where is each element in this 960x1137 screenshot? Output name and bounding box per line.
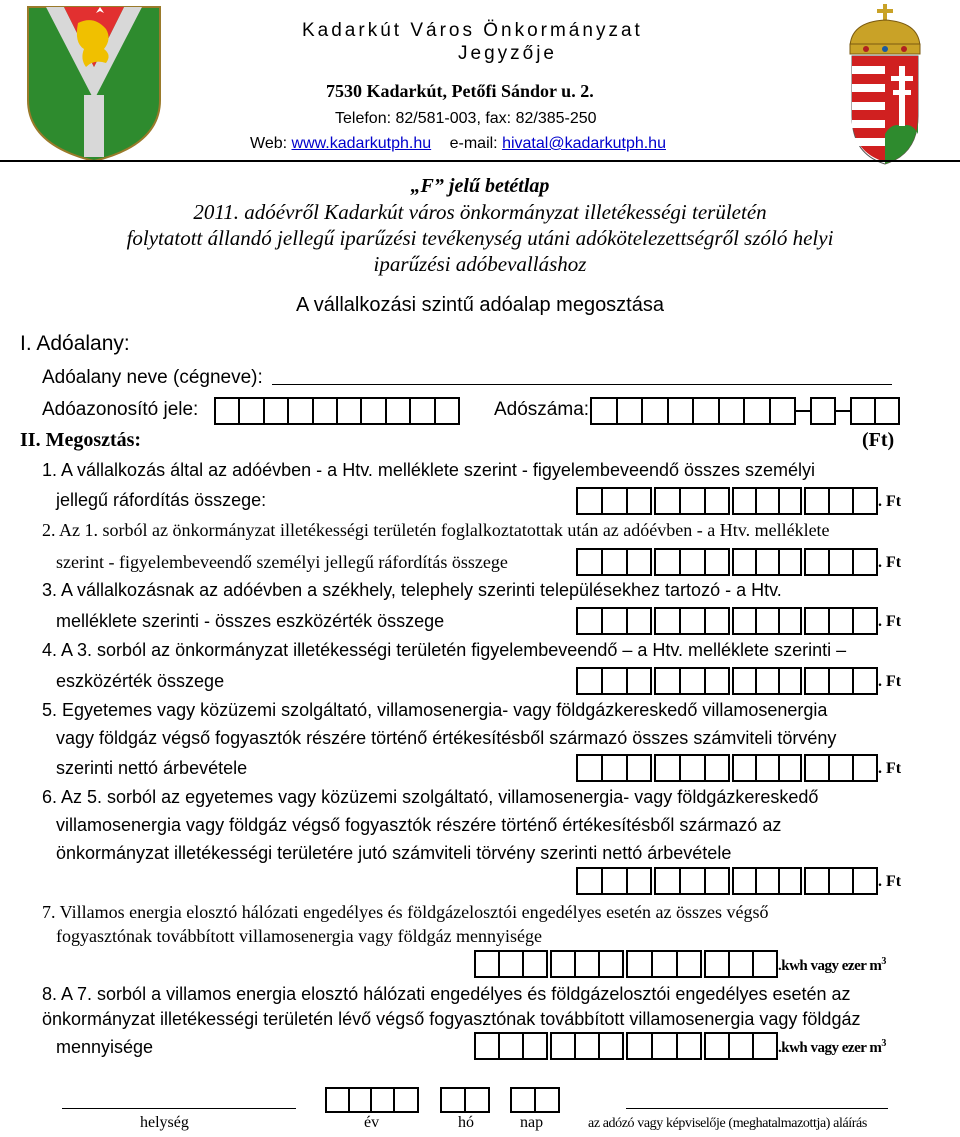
address: 7530 Kadarkút, Petőfi Sándor u. 2. xyxy=(326,81,594,101)
signature-label: az adózó vagy képviselője (meghatalmazottja) aláírás xyxy=(588,1116,867,1131)
item-6-text: önkormányzat illetékességi területére jutó számviteli törvény szerinti nettó árbevétele xyxy=(56,843,732,863)
taxpayer-heading: I. Adóalany: xyxy=(20,332,130,355)
item-2-amount-group[interactable] xyxy=(804,548,878,576)
item-6-amount-group[interactable] xyxy=(732,867,802,895)
email-link[interactable]: hivatal@kadarkutph.hu xyxy=(502,135,666,152)
item-8-text: 8. A 7. sorból a villamos energia elosztó hálózati engedélyes és földgázelosztói engedélyes esetén az xyxy=(42,984,851,1004)
office-subtitle: Jegyzője xyxy=(458,43,557,64)
tax-number-vat-field[interactable] xyxy=(810,397,836,425)
item-3-text: melléklete szerinti - összes eszközérték összege xyxy=(56,611,445,631)
section-title: A vállalkozási szintű adóalap megosztása xyxy=(296,294,664,316)
item-5-text: vagy földgáz végső fogyasztók részére történő értékesítésből származó összes számviteli törvény xyxy=(56,728,837,748)
item-1-amount-group[interactable] xyxy=(804,487,878,515)
email-label: e-mail: xyxy=(449,135,498,152)
split-heading: II. Megosztás: xyxy=(20,429,142,451)
phone-fax: Telefon: 82/581-003, fax: 82/385-250 xyxy=(335,110,597,127)
item-5-unit: . Ft xyxy=(878,760,902,777)
item-1-amount-group[interactable] xyxy=(576,487,652,515)
item-3-amount-group[interactable] xyxy=(732,607,802,635)
item-1-amount-group[interactable] xyxy=(732,487,802,515)
item-7-amount-group[interactable] xyxy=(474,950,548,978)
item-4-text: eszközérték összege xyxy=(56,671,225,691)
month-field[interactable] xyxy=(440,1087,490,1113)
tax-number-separator xyxy=(836,410,850,412)
item-2-amount-group[interactable] xyxy=(576,548,652,576)
tax-id-field[interactable] xyxy=(214,397,460,425)
item-3-text: 3. A vállalkozásnak az adóévben a székhely, telephely szerinti településekhez tartozó - a Htv. xyxy=(42,580,782,600)
item-6-amount-group[interactable] xyxy=(576,867,652,895)
item-8-amount-group[interactable] xyxy=(704,1032,778,1060)
item-2-text: szerint - figyelembeveendő személyi jellegű ráfordítás összege xyxy=(56,552,508,572)
item-2-amount-group[interactable] xyxy=(732,548,802,576)
place-field[interactable] xyxy=(62,1108,296,1109)
unit-label: (Ft) xyxy=(862,429,895,451)
item-8-amount-group[interactable] xyxy=(626,1032,702,1060)
item-7-unit: .kwh vagy ezer $m^3$ xyxy=(778,956,886,974)
item-6-amount-group[interactable] xyxy=(654,867,730,895)
form-subtitle-line1: 2011. adóévről Kadarkút város önkormányzat illetékességi területén xyxy=(193,200,767,224)
item-1-text: 1. A vállalkozás által az adóévben - a Htv. melléklete szerint - figyelembeveendő összes személyi xyxy=(42,460,816,480)
item-3-amount-group[interactable] xyxy=(654,607,730,635)
item-7-amount-group[interactable] xyxy=(626,950,702,978)
day-label: nap xyxy=(520,1114,544,1131)
tax-number-separator xyxy=(796,410,810,412)
item-1-amount-group[interactable] xyxy=(654,487,730,515)
item-7-text: 7. Villamos energia elosztó hálózati engedélyes és földgázelosztói engedélyes esetén az összes végső xyxy=(42,902,769,922)
web-link[interactable]: www.kadarkutph.hu xyxy=(291,135,432,152)
hungarian-coat-of-arms xyxy=(846,4,924,166)
item-5-amount-group[interactable] xyxy=(654,754,730,782)
header-divider xyxy=(0,160,960,162)
item-5-amount-group[interactable] xyxy=(732,754,802,782)
year-label: év xyxy=(364,1114,380,1131)
item-6-amount-group[interactable] xyxy=(804,867,878,895)
web-email-line xyxy=(250,135,666,153)
web-label: Web: xyxy=(250,135,288,152)
item-4-text: 4. A 3. sorból az önkormányzat illetékességi területén figyelembeveendő – a Htv. melléklete szerinti – xyxy=(42,640,847,660)
office-title: Kadarkút Város Önkormányzat xyxy=(302,20,643,41)
tax-id-label: Adóazonosító jele: xyxy=(42,399,199,420)
place-label: helység xyxy=(140,1114,189,1131)
form-subtitle-line2: folytatott állandó jellegű iparűzési tevékenység utáni adókötelezettségről szóló helyi xyxy=(126,226,834,250)
item-4-amount-group[interactable] xyxy=(654,667,730,695)
item-5-text: szerinti nettó árbevétele xyxy=(56,758,248,778)
taxpayer-name-field[interactable] xyxy=(272,384,892,385)
day-field[interactable] xyxy=(510,1087,560,1113)
tax-number-county-field[interactable] xyxy=(850,397,900,425)
month-label: hó xyxy=(458,1114,474,1131)
item-7-amount-group[interactable] xyxy=(550,950,624,978)
item-2-unit: . Ft xyxy=(878,554,902,571)
item-6-unit: . Ft xyxy=(878,873,902,890)
item-8-text: mennyisége xyxy=(56,1037,154,1057)
item-4-amount-group[interactable] xyxy=(732,667,802,695)
item-1-unit: . Ft xyxy=(878,493,902,510)
item-8-amount-group[interactable] xyxy=(474,1032,548,1060)
item-5-amount-group[interactable] xyxy=(576,754,652,782)
item-7-text: fogyasztónak továbbított villamosenergia vagy földgáz mennyisége xyxy=(56,926,543,946)
item-3-amount-group[interactable] xyxy=(576,607,652,635)
item-2-text: 2. Az 1. sorból az önkormányzat illetékességi területén foglalkoztatottak után az adóévben - a Htv. melléklete xyxy=(42,520,830,540)
signature-field[interactable] xyxy=(626,1108,888,1109)
form-subtitle-line3: iparűzési adóbevalláshoz xyxy=(373,252,587,276)
item-3-amount-group[interactable] xyxy=(804,607,878,635)
item-4-amount-group[interactable] xyxy=(576,667,652,695)
item-6-text: 6. Az 5. sorból az egyetemes vagy közüzemi szolgáltató, villamosenergia- vagy földgázkereskedő xyxy=(42,787,819,807)
item-5-text: 5. Egyetemes vagy közüzemi szolgáltató, villamosenergia- vagy földgázkereskedő villamosenergia xyxy=(42,700,828,720)
tax-number-label: Adószáma: xyxy=(494,399,590,420)
kadarkut-coat-of-arms xyxy=(26,5,162,163)
item-7-amount-group[interactable] xyxy=(704,950,778,978)
item-8-text: önkormányzat illetékességi területén lévő végső fogyasztónak továbbított villamosenergia vagy földgáz xyxy=(42,1009,861,1029)
item-6-text: villamosenergia vagy földgáz végső fogyasztók részére történő értékesítésből származó az xyxy=(56,815,782,835)
item-8-amount-group[interactable] xyxy=(550,1032,624,1060)
item-4-unit: . Ft xyxy=(878,673,902,690)
year-field[interactable] xyxy=(325,1087,419,1113)
item-4-amount-group[interactable] xyxy=(804,667,878,695)
item-1-text: jellegű ráfordítás összege: xyxy=(56,490,267,510)
item-5-amount-group[interactable] xyxy=(804,754,878,782)
tax-number-main-field[interactable] xyxy=(590,397,796,425)
item-8-unit: .kwh vagy ezer $m^3$ xyxy=(778,1038,886,1056)
item-3-unit: . Ft xyxy=(878,613,902,630)
taxpayer-name-label: Adóalany neve (cégneve): xyxy=(42,367,263,388)
form-title: „F” jelű betétlap xyxy=(410,175,550,197)
item-2-amount-group[interactable] xyxy=(654,548,730,576)
